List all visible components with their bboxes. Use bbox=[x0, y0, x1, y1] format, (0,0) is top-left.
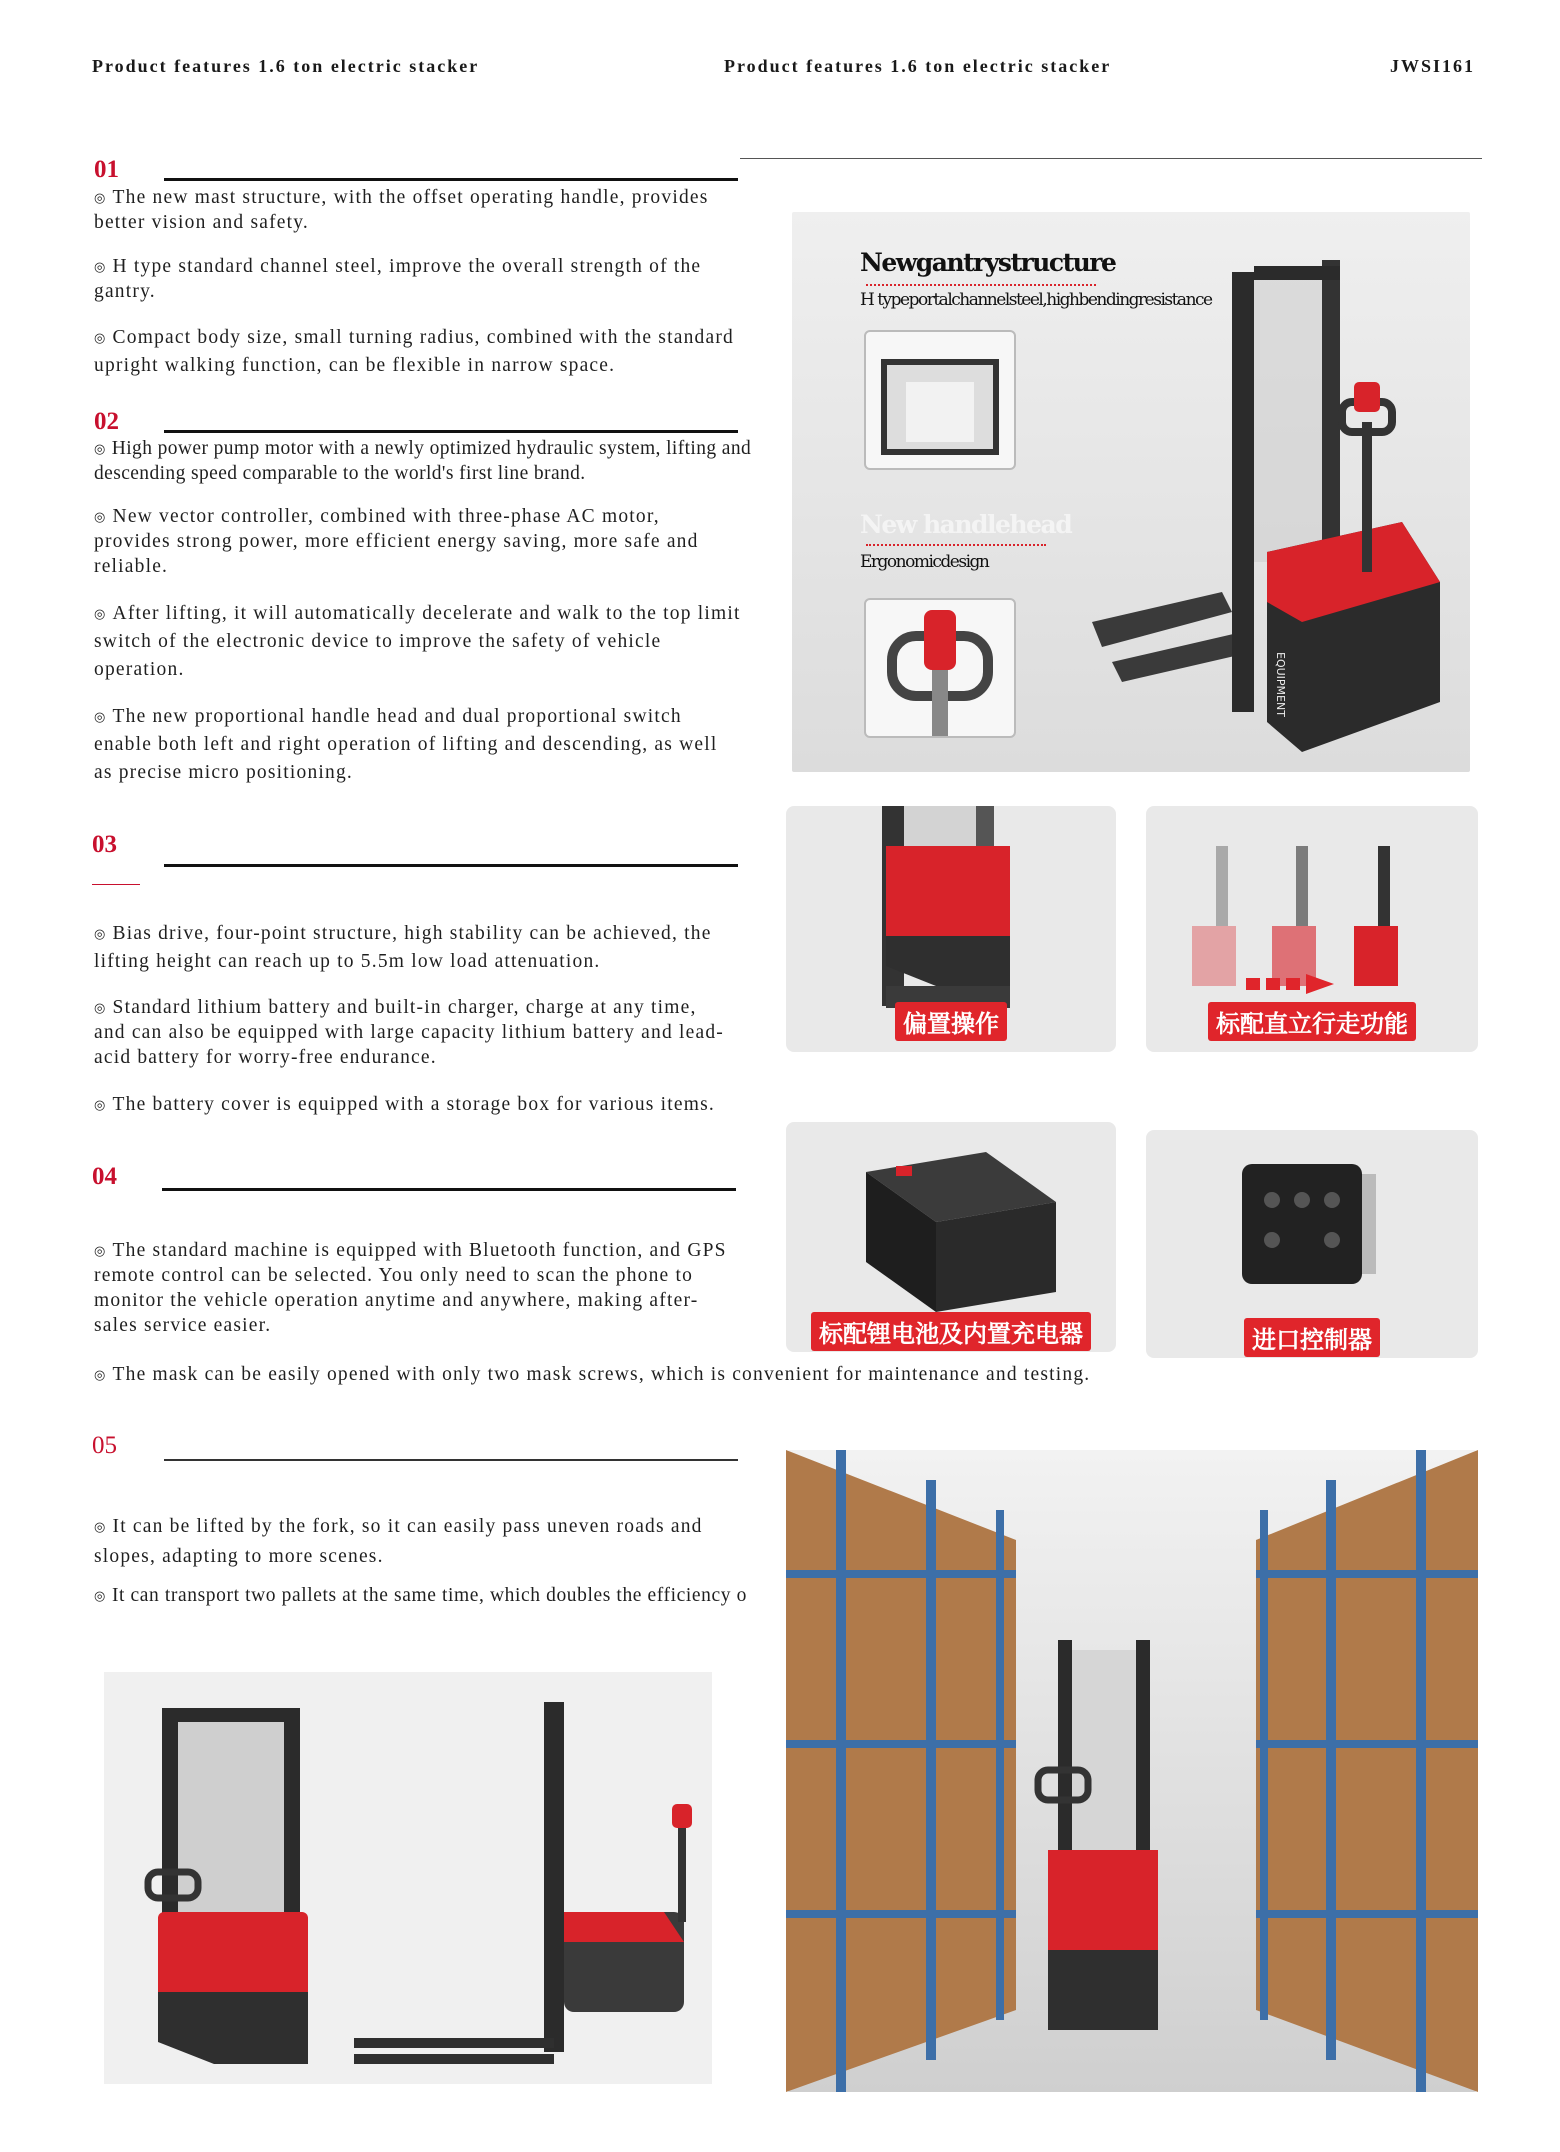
warehouse-photo bbox=[786, 1450, 1478, 2092]
section-underline-03 bbox=[92, 884, 140, 885]
upright-walking-photo bbox=[1146, 806, 1478, 1052]
feature-item: ◎ High power pump motor with a newly optimized hydraulic system, lifting and descending speed comparable to the world's first line brand. bbox=[94, 438, 752, 484]
caption-controller: 进口控制器 bbox=[1244, 1318, 1380, 1357]
header-center: Product features 1.6 ton electric stacker bbox=[724, 56, 1112, 76]
section-rule-05 bbox=[164, 1459, 738, 1461]
feature-item: ◎ The new mast structure, with the offset operating handle, provides better vision and safety. bbox=[94, 187, 709, 233]
lithium-battery-photo bbox=[786, 1122, 1116, 1352]
caption-walking: 标配直立行走功能 bbox=[1208, 1002, 1416, 1041]
feature-item: ◎ The new proportional handle head and dual proportional switch enable both left and right operation of lifting and descending, as well as precise micro positioning. bbox=[94, 706, 718, 783]
section-number-01: 01 bbox=[94, 156, 119, 183]
offset-operation-photo bbox=[786, 806, 1116, 1052]
caption-offset: 偏置操作 bbox=[895, 1002, 1007, 1041]
handle-icon bbox=[866, 600, 1014, 736]
section-number-04: 04 bbox=[92, 1163, 117, 1190]
section-rule-02 bbox=[164, 430, 738, 433]
feature-item: ◎ Compact body size, small turning radius, combined with the standard upright walking function, can be flexible in narrow space. bbox=[94, 327, 734, 376]
stacker-pair-photo bbox=[104, 1672, 712, 2084]
section-rule-01 bbox=[164, 178, 738, 181]
feature-item: ◎ Bias drive, four-point structure, high stability can be achieved, the lifting height can reach up to 5.5m low load attenuation. bbox=[94, 923, 712, 972]
brand-label: EQUIPMENT bbox=[1274, 652, 1287, 717]
callout-line bbox=[866, 544, 1046, 546]
gantry-subtitle: H typeportalchannelsteel,highbendingresistance bbox=[860, 290, 1212, 310]
handle-subtitle: Ergonomicdesign bbox=[860, 552, 989, 572]
controller-photo bbox=[1146, 1130, 1478, 1358]
feature-item: ◎ The standard machine is equipped with Bluetooth function, and GPS remote control can be selected. You only need to scan the phone to monitor the vehicle operation anytime and anywhere, making after-sales service easier. bbox=[94, 1240, 727, 1336]
section-rule-04 bbox=[162, 1188, 736, 1191]
header-code: JWSI161 bbox=[1390, 56, 1476, 76]
section-number-05: 05 bbox=[92, 1432, 117, 1459]
feature-item: ◎ After lifting, it will automatically decelerate and walk to the top limit switch of the electronic device to improve the safety of vehicle operation. bbox=[94, 603, 741, 680]
channel-steel-icon bbox=[866, 332, 1014, 468]
feature-item: ◎ Standard lithium battery and built-in charger, charge at any time, and can also be equipped with large capacity lithium battery and lead-acid battery for worry-free endurance. bbox=[94, 997, 724, 1068]
feature-item: ◎ The battery cover is equipped with a storage box for various items. bbox=[94, 1094, 715, 1115]
warehouse-scene-icon bbox=[786, 1450, 1478, 2092]
section-number-02: 02 bbox=[94, 408, 119, 435]
section-number-03: 03 bbox=[92, 831, 117, 858]
feature-item: ◎ New vector controller, combined with three-phase AC motor, provides strong power, more efficient energy saving, more safe and reliable. bbox=[94, 506, 699, 577]
caption-battery: 标配锂电池及内置充电器 bbox=[811, 1312, 1091, 1351]
feature-item: ◎ The mask can be easily opened with only two mask screws, which is convenient for maintenance and testing. bbox=[94, 1364, 1091, 1385]
stacker-front-side-icon bbox=[104, 1672, 712, 2084]
stacker-illustration bbox=[1072, 252, 1452, 762]
feature-item: ◎ It can transport two pallets at the same time, which doubles the efficiency o bbox=[94, 1585, 747, 1606]
handle-title: New handlehead bbox=[860, 510, 1072, 539]
handle-detail-inset bbox=[864, 598, 1016, 738]
gantry-detail-inset bbox=[864, 330, 1016, 470]
feature-item: ◎ H type standard channel steel, improve the overall strength of the gantry. bbox=[94, 256, 702, 302]
callout-line bbox=[866, 284, 1096, 286]
header-left: Product features 1.6 ton electric stacker bbox=[92, 56, 480, 76]
header-rule bbox=[740, 158, 1482, 159]
main-product-image bbox=[792, 212, 1470, 772]
gantry-title: Newgantrystructure bbox=[860, 248, 1116, 277]
feature-item: ◎ It can be lifted by the fork, so it can easily pass uneven roads and slopes, adapting to more scenes. bbox=[94, 1516, 703, 1567]
section-rule-03 bbox=[164, 864, 738, 867]
